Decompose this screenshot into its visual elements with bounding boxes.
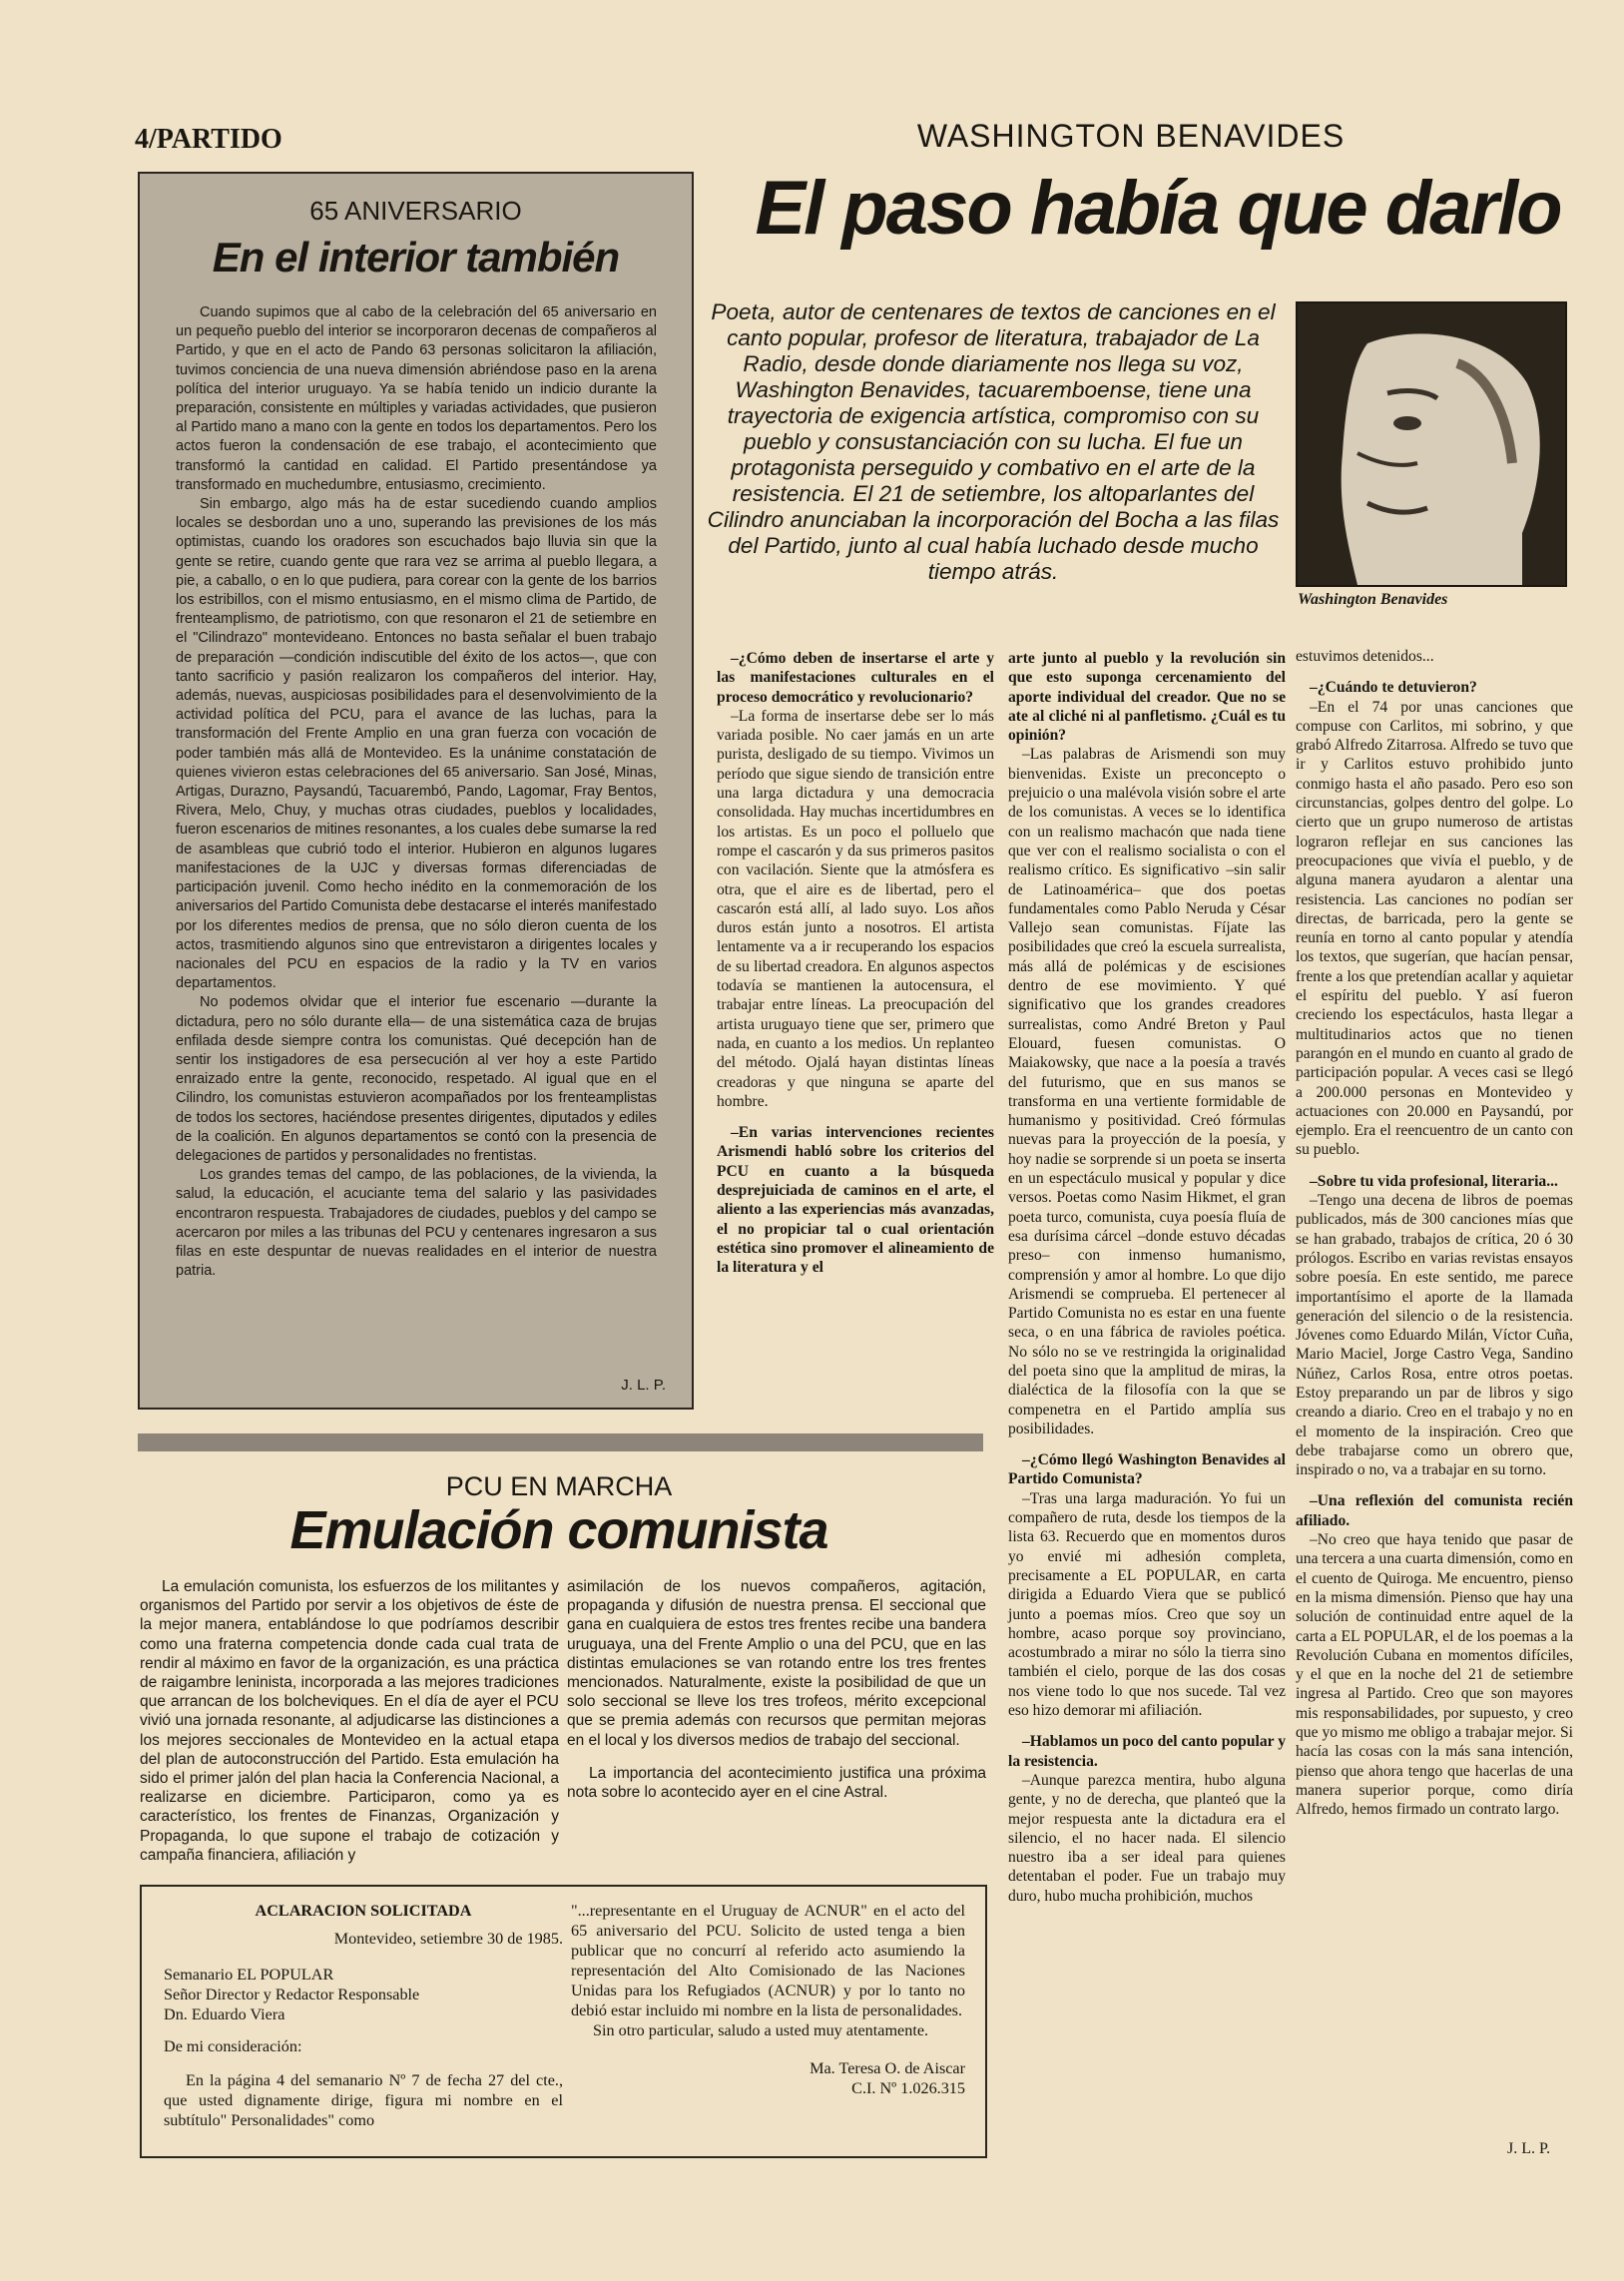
article-title: El paso había que darlo bbox=[755, 166, 1561, 251]
interview-answer: –Las palabras de Arismendi son muy bienvenidas. Existe un preconcepto o prejuicio o una malévola visión sobre el arte de los comunistas. A veces se lo identifica con un realismo machacón que nada tiene que ver con el realismo socialista o con el realismo crítico. Es significativo –sin salir de Latinoamérica– que dos poetas fundamentales como Pablo Neruda y César Vallejo sean comunistas. Fíjate las posibilidades que creó la escuela surrealista, más allá de polémicas y de escisiones dentro de ese movimiento. Y qué significativo que los grandes creadores surrealistas, como André Breton y Paul Elouard, fuesen comunistas. O Maiakowsky, que nace a la poesía a través del futurismo, que en sus manos se transforma en una vertiente formidable de humanismo y positividad. Creó fórmulas nuevas para la proyección de la poesía, y hoy nadie se sorprende si un poeta se inserta en un espectáculo musical y popular y dice versos. Poetas como Nasim Hikmet, el gran poeta turco, comunista, cuya poesía fluía de esa durísima cárcel –donde estuvo décadas preso– con inmenso humanismo, comprensión y amor al hombre. Lo que dijo Arismendi se comprueba. El pertenecer al Partido Comunista no es estar en una fuente seca, o en una fábrica de ravioles poética. No sólo no se ve restringida la originalidad del poeta sino que la amplitud de miras, la dialéctica de la filosofía con la que se compenetra en el Partido amplía sus posibilidades. bbox=[1008, 746, 1286, 1437]
pcu-paragraph: La emulación comunista, los esfuerzos de los militantes y organismos del Partido por servir a los objetivos de éste de la mejor manera, entablándose lo que podríamos describir como una fraterna competencia donde cada cual trata de rendir al máximo en favor de la organización, es una práctica de raigambre leninista, incorporada a las mejores tradiciones que arrancan de los bolcheviques. En el día de ayer el PCU vivió una jornada resonante, al adjudicarse las distinciones a los mejores seccionales de Montevideo en la actual etapa del plan de autoconstrucción del Partido. Esta emulación ha sido el primer jalón del plan hacia la Conferencia Nacional, a realizarse en diciembre. Participaron, como ya es característico, los frentes de Finanzas, Organización y Propaganda, lo que supone el trabajo de cotización y campaña financiera, afiliación y bbox=[140, 1578, 559, 1864]
portrait-illustration bbox=[1298, 303, 1565, 585]
interview-answer: –Aunque parezca mentira, hubo alguna gente, y no de derecha, que planteó que la mejor respuesta ante la dictadura era el silencio, el no hacer nada. El silencio nuestro iba a ser ideal para quienes detentaban el poder. Fue un trabajo muy duro, hubo mucha prohibición, muchos bbox=[1008, 1771, 1286, 1905]
interview-question: –¿Cuándo te detuvieron? bbox=[1310, 679, 1477, 697]
pcu-kicker: PCU EN MARCHA bbox=[445, 1471, 673, 1501]
box-signature: J. L. P. bbox=[621, 1377, 666, 1394]
interview-question: –Una reflexión del comunista recién afiliado. bbox=[1296, 1492, 1573, 1529]
letter-signer-id: C.I. Nº 1.026.315 bbox=[851, 2079, 965, 2097]
letter-column-1 bbox=[164, 1901, 563, 2130]
letter-body: En la página 4 del semanario Nº 7 de fecha 27 del cte., que usted dignamente dirige, figura mi nombre en el subtítulo" Personalidades" como bbox=[164, 2071, 563, 2129]
letter-salutation: De mi consideración: bbox=[164, 2037, 302, 2055]
letter-addressee-line: Semanario EL POPULAR bbox=[164, 1966, 334, 1984]
interview-column-1 bbox=[717, 649, 994, 1278]
box-paragraph: Sin embargo, algo más ha de estar sucediendo cuando amplios locales se desbordan uno a uno, superando las previsiones de los más optimistas, cuando los oradores son escuchados bajo lluvia sin que la gente se retire, cuando gente que rara vez se arrima al pueblo llegara, a pie, a caballo, o en lo que pudiera, para corear con la gente de los barrios los estribillos, con el mismo entusiasmo, en el mismo clima de Partido, de frenteamplismo, de patriotismo, con que resonaron el 21 de setiembre en el "Cilindrazo" montevideano. Entonces no basta señalar el buen trabajo de preparación —condición indiscutible del éxito de los actos—, que con tanto sacrificio y pasión realizaron los compañeros del interior. Hay, además, nuevas, auspiciosas posibilidades para el desenvolvimiento de la actividad política del PCU, para el avance de las luchas, para la transformación del Frente Amplio en una gran fuerza con vocación de poder también más allá de Montevideo. Es la unánime constatación de quienes vivieron estas celebraciones del 65 aniversario. San José, Minas, Artigas, Durazno, Paysandú, Tacuarembó, Pando, Lagomar, Fray Bentos, Rivera, Melo, Chuy, y muchas otras ciudades, pueblos y localidades, fueron escenarios de mitines resonantes, a los cuales debe sumarse la red de asambleas que cubrió todo el interior. Hubieron en algunos lugares manifestaciones de la UJC y diversas formas diferenciadas de participación juvenil. Como hecho inédito en la conmemoración de los aniversarios del Partido Comunista debe destacarse el interés manifestado por los diferentes medios de prensa, que no sólo dieron cuenta de los actos, trasmitiendo algunos sino que entrevistaron a dirigentes locales y nacionales del PCU en espacios de la radio y la TV en varios departamentos. bbox=[176, 496, 657, 992]
box-paragraph: Cuando supimos que al cabo de la celebración del 65 aniversario en un pequeño pueblo del interior se incorporaron decenas de compañeros al Partido, y que en el acto de Pando 63 personas solicitaron la afiliación, tuvimos conciencia de una nueva dimensión abriéndose paso en la arena política del interior uruguayo. Ya se había tenido un indicio durante la preparación, consistente en múltiples y variadas actividades, que pusieron al Partido mano a mano con la gente en todos los departamentos. Pero los actos fueron la condensación de ese trabajo, el acontecimiento que transformó la cantidad en calidad. El Partido presentándose ya transformado en muchedumbre, entusiasmo, crecimiento. bbox=[176, 304, 657, 493]
interview-answer: estuvimos detenidos... bbox=[1296, 648, 1434, 665]
letter-signer: Ma. Teresa O. de Aiscar bbox=[810, 2059, 965, 2077]
letter-date: Montevideo, setiembre 30 de 1985. bbox=[333, 1930, 563, 1948]
interview-question: arte junto al pueblo y la revolución sin que esto suponga cercenamiento del aporte individual del creador. Que no se ate al cliché ni al panfletismo. ¿Cuál es tu opinión? bbox=[1008, 650, 1286, 745]
box-body bbox=[176, 303, 657, 1281]
interview-question: –Hablamos un poco del canto popular y la resistencia. bbox=[1008, 1733, 1286, 1770]
interview-column-2 bbox=[1008, 649, 1286, 1906]
article-kicker: WASHINGTON BENAVIDES bbox=[916, 118, 1346, 154]
section-divider bbox=[138, 1433, 983, 1451]
portrait-photo bbox=[1296, 301, 1567, 587]
box-paragraph: Los grandes temas del campo, de las poblaciones, de la vivienda, la salud, la educación, el acuciante tema del salario y las pasividades encontraron respuesta. Trabajadores de ciudades, pueblos y del campo se acercaron por miles a las tribunas del PCU y centenares ingresaron a sus filas en este despuntar de nuevas realidades en el interior de nuestra patria. bbox=[176, 1167, 657, 1280]
letter-column-2 bbox=[571, 1901, 965, 2098]
interview-question: –Sobre tu vida profesional, literaria... bbox=[1310, 1172, 1558, 1190]
interview-column-3 bbox=[1296, 647, 1573, 1820]
interview-answer: –Tras una larga maduración. Yo fui un compañero de ruta, desde los tiempos de la lista 63. Recuerdo que en momentos duros yo envié mi adhesión completa, precisamente a EL POPULAR, en carta dirigida a Eduardo Viera que se publicó junto a poemas míos. Creo que soy un hombre, acaso porque soy provinciano, acostumbrado a mirar no sólo la tierra sino también el cielo, porque de las dos cosas nos viene todo lo que nos sucede. Tal vez eso hizo demorar mi afiliación. bbox=[1008, 1489, 1286, 1720]
sidebar-box-65-aniversario bbox=[138, 172, 694, 1410]
box-title: En el interior también bbox=[212, 234, 620, 281]
box-kicker: 65 ANIVERSARIO bbox=[309, 196, 522, 226]
pcu-column-2 bbox=[567, 1577, 986, 1802]
letter-box bbox=[140, 1885, 987, 2158]
article-lead: Poeta, autor de centenares de textos de canciones en el canto popular, profesor de literatura, trabajador de La Radio, desde donde diariamente nos llega su voz, Washington Benavides, tacuaremboense, tiene una trayectoria de exigencia artística, compromiso con su pueblo y consustanciación con su lucha. El fue un protagonista perseguido y combativo en el arte de la resistencia. El 21 de setiembre, los altoparlantes del Cilindro anunciaban la incorporación del Bocha a las filas del Partido, junto al cual había luchado desde mucho tiempo atrás. bbox=[707, 299, 1280, 584]
interview-signature: J. L. P. bbox=[1507, 2140, 1551, 2157]
interview-answer: –No creo que haya tenido que pasar de una tercera a una cuarta dimensión, como en el cuento de Quiroga. Me encuentro, pienso en la misma dimensión. Pienso que hay una solución de continuidad entre aquel de la carta a EL POPULAR, el de los poemas a la Revolución Cubana en momentos difíciles, y el que en la noche del 21 de setiembre ingresa al Partido. Creo que son mayores mis responsabilidades, por supuesto, y creo que yo mismo me obligo a trabajar mejor. Si hacía las cosas con la más sana intención, pienso que ahora tengo que hacerlas de una manera superior porque, como diría Alfredo, hemos firmado un contrato largo. bbox=[1296, 1531, 1573, 1819]
box-paragraph: No podemos olvidar que el interior fue escenario —durante la dictadura, pero no sólo durante ella— de una sistemática caza de brujas enfilada desde siempre contra los comunistas. Qué decepción han de sentir los instigadores de esa persecución al ver hoy a este Partido enraizado entre la gente, reconocido, respetado. Al igual que en el Cilindro, los comunistas estuvieron acompañados por los frenteamplistas de todos los sectores, haciéndose presentes dirigentes, diputados y ediles de la coalición. En algunos departamentos se contó con la presencia de delegaciones de partidos y personalidades no frentistas. bbox=[176, 994, 657, 1164]
pcu-paragraph: La importancia del acontecimiento justifica una próxima nota sobre lo acontecido ayer en el cine Astral. bbox=[567, 1764, 986, 1802]
pcu-column-1 bbox=[140, 1577, 559, 1865]
letter-body: "...representante en el Uruguay de ACNUR" en el acto del 65 aniversario del PCU. Solicito de usted tenga a bien publicar que no concurrí al referido acto asumiendo la representación del Alto Comisionado de las Naciones Unidas para los Refugiados (ACNUR) y por lo tanto no debió estar incluido mi nombre en la lista de personalidades. bbox=[571, 1902, 965, 2019]
pcu-paragraph: asimilación de los nuevos compañeros, agitación, propaganda y difusión de nuestra prensa. El seccional que gana en cualquiera de estos tres frentes recibe una bandera uruguaya, una del Frente Amplio o una del PCU, que en las distintas emulaciones se van rotando entre los tres frentes mencionados. Naturalmente, existe la posibilidad de que un solo seccional se lleve los tres trofeos, mérito excepcional que se premia además con recursos que permitan mejoras en el local y los diversos medios de trabajo del seccional. bbox=[567, 1578, 986, 1749]
pcu-title: Emulación comunista bbox=[289, 1500, 828, 1560]
letter-addressee-line: Señor Director y Redactor Responsable bbox=[164, 1986, 420, 2003]
interview-answer: –En el 74 por unas canciones que compuse con Carlitos, mi sobrino, y que grabó Alfredo Zitarrosa. Alfredo se tuvo que ir y Carlitos estuvo prohibido junto conmigo hasta el año pasado. Pero eso son circunstancias, golpes dentro del golpe. Lo cierto que un grupo numeroso de artistas lograron reflejar en sus canciones las preocupaciones que vivía el pueblo, y de alguna manera ayudaron a alentar una resistencia. Las canciones no podían ser directas, de barricada, pero la gente se reunía en torno al canto popular y atendía los textos, que sugerían, que hacían pensar, frente a los que pretendían acallar y aquietar el espíritu del pueblo. Y así fueron creciendo los espectáculos, hasta llegar a multitudinarios actos que no tienen parangón en el mundo en cuanto al grado de participación popular. A veces casi se llegó a 200.000 personas en Montevideo y actuaciones con 20.000 en Paysandú, por ejemplo. Era el reencuentro de un canto con su pueblo. bbox=[1296, 698, 1573, 1159]
interview-question: –¿Cómo deben de insertarse el arte y las manifestaciones culturales en el proceso democrático y revolucionario? bbox=[717, 650, 994, 706]
letter-closing: Sin otro particular, saludo a usted muy atentamente. bbox=[593, 2021, 929, 2039]
letter-addressee-line: Dn. Eduardo Viera bbox=[164, 2005, 285, 2023]
interview-answer: –Tengo una decena de libros de poemas publicados, más de 300 canciones mías que se han grabado, trabajos de crítica, 20 ó 30 prólogos. Escribo en varias revistas ensayos sobre poesía. En este sentido, me parece importantísimo el aporte de la llamada generación del silencio o de la resistencia. Jóvenes como Eduardo Milán, Víctor Cuña, Mario Maciel, Jorge Castro Vega, Sandino Núñez, Carlos Rosa, entre otros poetas. Estoy preparando un par de libros y sigo creando a diario. Creo en el trabajo y no en el momento de la inspiración. Creo que debe trabajarse como un obrero que, inspirado o no, va a trabajar en su torno. bbox=[1296, 1192, 1573, 1479]
page-number: 4/PARTIDO bbox=[135, 124, 282, 155]
photo-caption: Washington Benavides bbox=[1298, 591, 1448, 608]
interview-question: –¿Cómo llegó Washington Benavides al Partido Comunista? bbox=[1008, 1451, 1286, 1488]
letter-heading: ACLARACION SOLICITADA bbox=[255, 1902, 472, 1920]
interview-answer: –La forma de insertarse debe ser lo más variada posible. No caer jamás en un arte purista, desligado de su tiempo. Vivimos un período que sigue siendo de transición entre una larga dictadura y una democracia consolidada. Hay muchas incertidumbres en los artistas. Es un poco el polluelo que rompe el cascarón y da sus primeros pasitos con vacilación. Siente que la atmósfera es otra, que el aire es de libertad, pero el cascarón está allí, al lado suyo. Los años duros están junto a nosotros. El artista lentamente va a ir recuperando los espacios de su libertad creadora. En algunos aspectos todavía se mantienen la autocensura, el trabajar entre líneas. La preocupación del artista uruguayo tiene que ser, primero que nada, en cuanto a los medios. Un replanteo del método. Ojalá hayan distintas líneas creadoras y que ninguna se aparte del hombre. bbox=[717, 707, 994, 1110]
interview-question: –En varias intervenciones recientes Arismendi habló sobre los criterios del PCU en cuanto a la búsqueda desprejuiciada de caminos en el arte, el aliento a las experiencias más avanzadas, el no propiciar tal o cual orientación estética sino promover el alineamiento de la literatura y el bbox=[717, 1124, 994, 1277]
